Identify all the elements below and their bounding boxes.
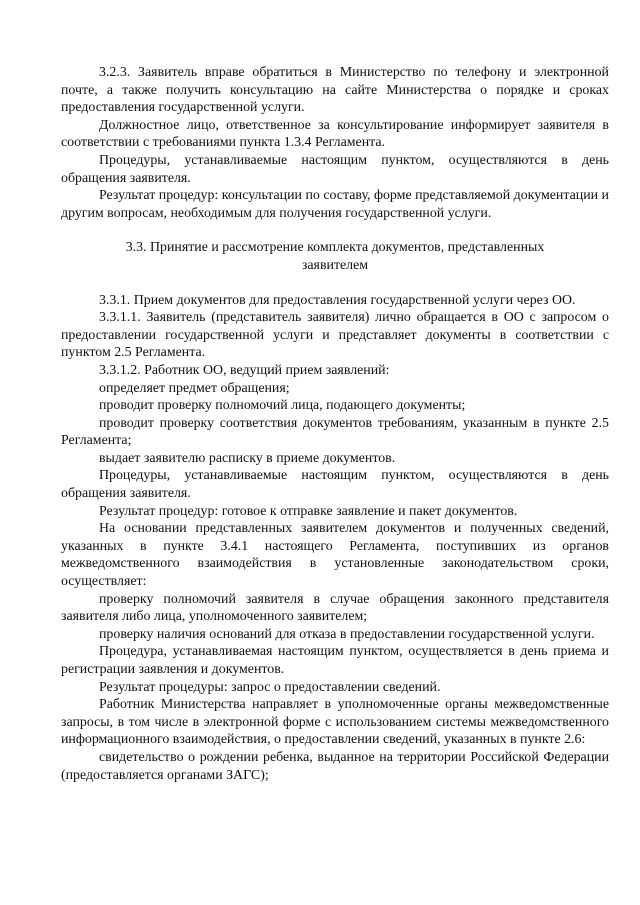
heading-line-2: заявителем: [301, 257, 369, 273]
list-item-subject: определяет предмет обращения;: [99, 380, 290, 396]
list-item-representative-check: проверку полномочий заявителя в случае обращения законного представителя заявителя либо лица, уполномоченного заявителем;: [61, 591, 609, 625]
list-item-birth-certificate: свидетельство о рождении ребенка, выданное на территории Российской Федерации (предоставляется органами ЗАГС);: [61, 749, 609, 783]
paragraph-3-3-1-1: 3.3.1.1. Заявитель (представитель заявителя) лично обращается в ОО с запросом о предоставлении государственной услуги и представляет документы в соответствии с пунктом 2.5 Регламента.: [61, 310, 609, 361]
paragraph-procedures-day: Процедуры, устанавливаемые настоящим пунктом, осуществляются в день обращения заявителя.: [61, 152, 609, 186]
paragraph-3-3-1: 3.3.1. Прием документов для предоставления государственной услуги через ОО.: [99, 292, 576, 308]
paragraph-result-request: Результат процедуры: запрос о предоставлении сведений.: [99, 679, 441, 695]
list-item-receipt: выдает заявителю расписку в приеме документов.: [99, 450, 396, 466]
paragraph-3-2-3: 3.2.3. Заявитель вправе обратиться в Министерство по телефону и электронной почте, а также получить консультацию на сайте Министерства о порядке и сроках предоставления государственной услуги.: [61, 65, 609, 116]
heading-line-1: 3.3. Принятие и рассмотрение комплекта документов, представленных: [125, 240, 545, 256]
paragraph-result-consultation: Результат процедур: консультации по составу, форме представляемой документации и другим вопросам, необходимым для получения государственной услуги.: [61, 188, 609, 221]
paragraph-procedures-day-2: Процедуры, устанавливаемые настоящим пунктом, осуществляются в день обращения заявителя.: [61, 468, 609, 502]
list-item-refusal-grounds: проверку наличия оснований для отказа в предоставлении государственной услуги.: [99, 626, 595, 642]
paragraph-interagency-requests: Работник Министерства направляет в уполномоченные органы межведомственные запросы, в том числе в электронной форме с использованием системы межведомственного информационного взаимодействия, о предоставлении сведений, указанных в пункте 2.6:: [61, 697, 609, 748]
document-page: [61, 64, 609, 784]
paragraph-result-package: Результат процедур: готовое к отправке заявление и пакет документов.: [99, 503, 518, 519]
paragraph-3-3-1-2: 3.3.1.2. Работник ОО, ведущий прием заявлений:: [99, 362, 390, 378]
list-item-authority-check: проводит проверку полномочий лица, подающего документы;: [99, 398, 466, 414]
section-heading-3-3: [81, 239, 589, 274]
list-item-compliance-check: проводит проверку соответствия документов требованиям, указанным в пункте 2.5 Регламента;: [61, 415, 609, 449]
paragraph-procedure-registration: Процедура, устанавливаемая настоящим пунктом, осуществляется в день приема и регистрации заявления и документов.: [61, 644, 609, 677]
paragraph-consultant: Должностное лицо, ответственное за консультирование информирует заявителя в соответствии с требованиями пункта 1.3.4 Регламента.: [61, 117, 609, 151]
paragraph-basis: На основании представленных заявителем документов и полученных сведений, указанных в пункте 3.4.1 настоящего Регламента, поступивших из органов межведомственного взаимодействия в установленные законодательством сроки, осуществляет:: [61, 521, 609, 590]
